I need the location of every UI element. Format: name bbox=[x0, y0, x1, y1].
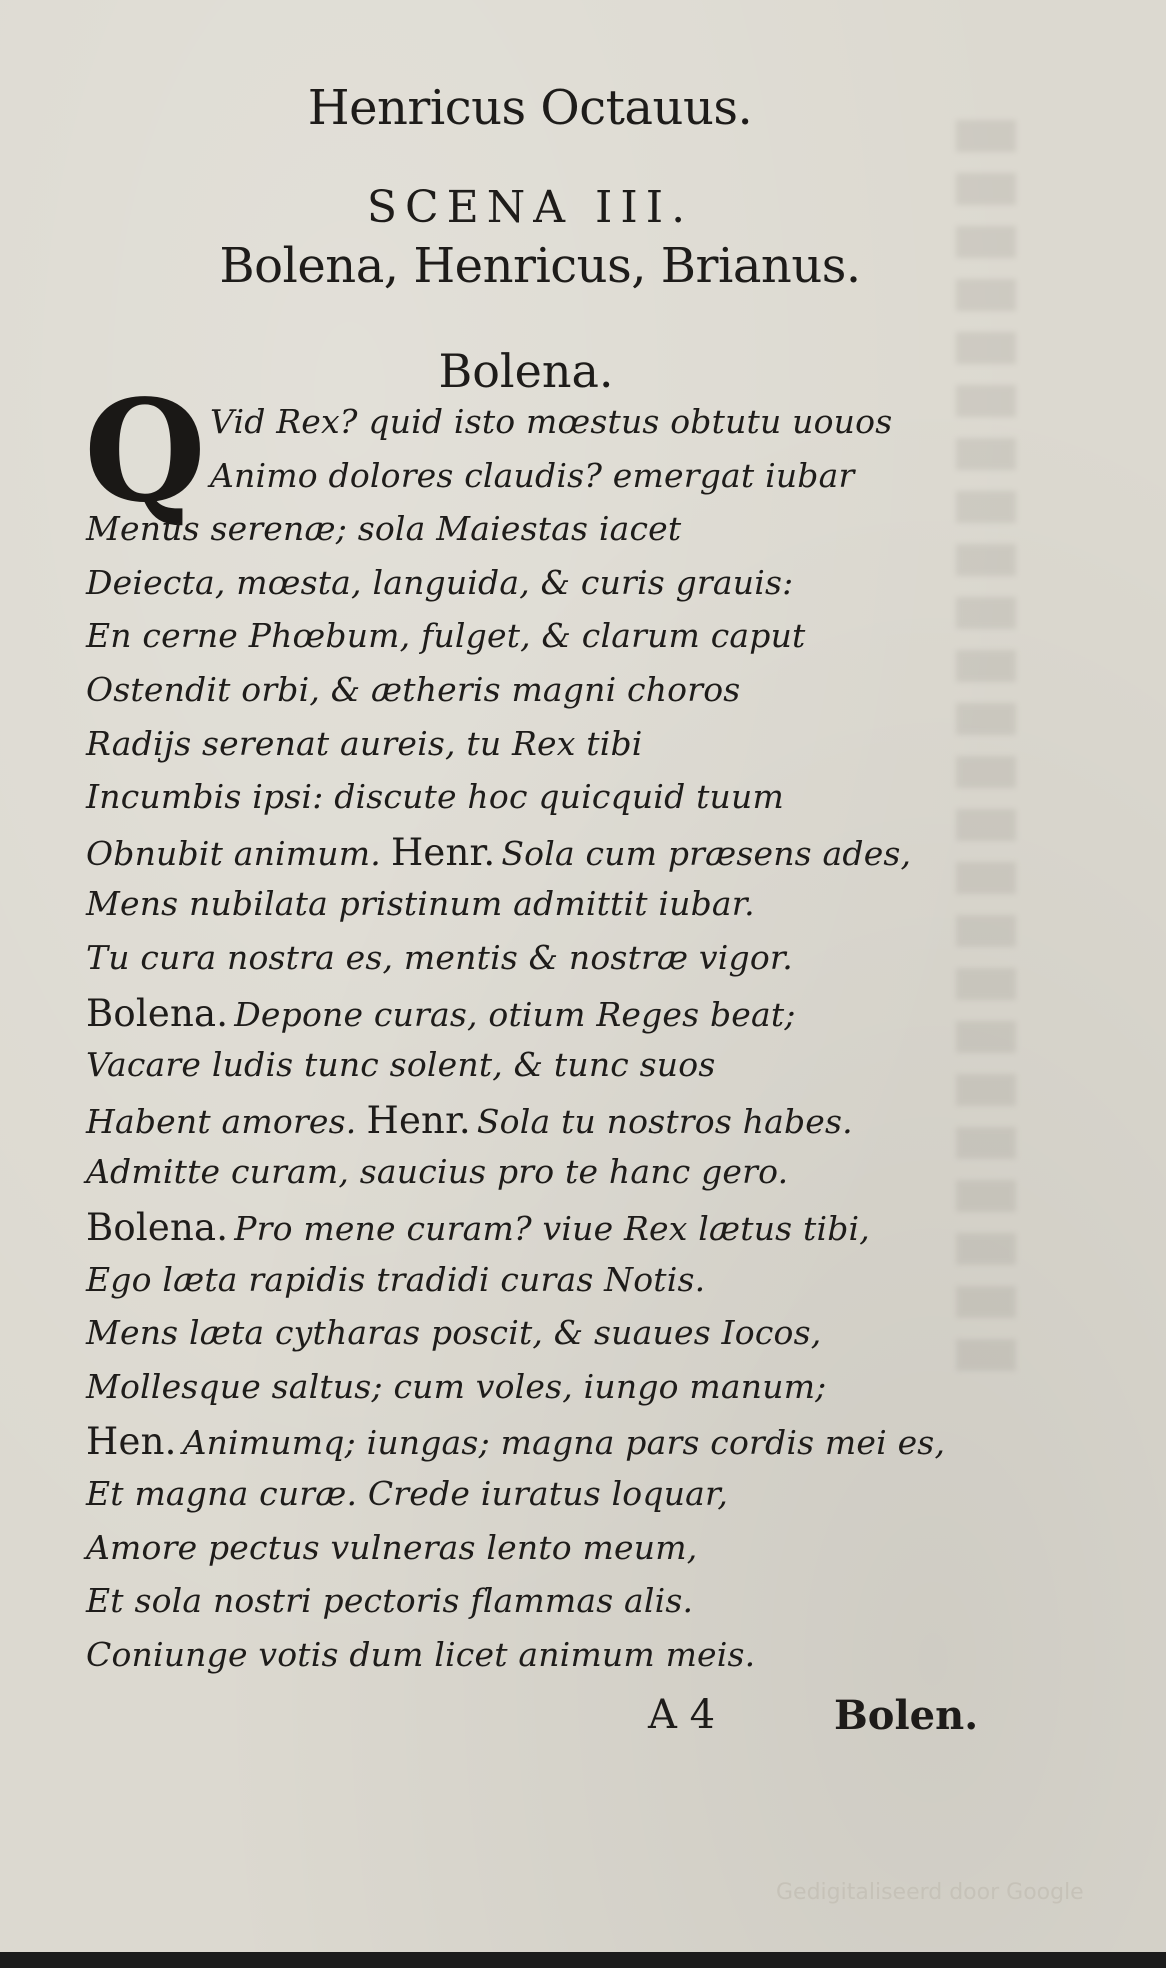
verse-line bbox=[86, 1581, 693, 1620]
verse-text: Pro mene curam? viue Rex lætus tibi, bbox=[234, 1209, 870, 1248]
verse-line bbox=[86, 724, 643, 763]
verse-text: Et sola nostri pectoris flammas alis. bbox=[86, 1581, 694, 1621]
verse-text: Mollesque saltus; cum voles, iungo manum; bbox=[86, 1366, 827, 1406]
verse-text: Coniunge votis dum licet animum meis. bbox=[86, 1634, 756, 1674]
verse-line bbox=[86, 509, 681, 548]
verse-line bbox=[86, 1045, 715, 1084]
verse-text: En cerne Phœbum, fulget, & clarum caput bbox=[86, 616, 806, 656]
verse-text: Sola tu nostros habes. bbox=[476, 1101, 853, 1141]
verse-line bbox=[86, 1099, 853, 1142]
verse-line bbox=[210, 456, 854, 495]
verse-text: Habent amores. bbox=[86, 1101, 357, 1141]
verse-line bbox=[86, 884, 755, 923]
verse-line bbox=[86, 1313, 821, 1352]
verse-line bbox=[86, 1420, 945, 1463]
verse-text: Obnubit animum. bbox=[86, 833, 381, 873]
verse-text: Ego læta rapidis tradidi curas Notis. bbox=[86, 1259, 706, 1299]
verse-text: Vid Rex? quid isto mœstus obtutu uouos bbox=[210, 402, 893, 441]
verse-line bbox=[210, 402, 892, 441]
verse-text: Animo dolores claudis? emergat iubar bbox=[210, 455, 855, 495]
verse-line bbox=[86, 831, 911, 874]
verse-line bbox=[86, 1206, 870, 1249]
verse-text: Ostendit orbi, & ætheris magni choros bbox=[86, 670, 741, 709]
speaker-name: Bolena. bbox=[86, 991, 229, 1035]
verse-line bbox=[86, 1528, 697, 1567]
speaker-name: Henr. bbox=[366, 1098, 471, 1142]
signature-mark: A 4 bbox=[648, 1692, 716, 1738]
verse-line bbox=[86, 777, 784, 816]
verse-line bbox=[86, 1474, 728, 1513]
verse-text: Sola cum præsens ades, bbox=[501, 833, 912, 873]
verse-line bbox=[86, 1260, 705, 1299]
verse-text: Incumbis ipsi: discute hoc quicquid tuum bbox=[86, 777, 784, 817]
bottom-bar bbox=[0, 1952, 1166, 1968]
verse-text: Admitte curam, saucius pro te hanc gero. bbox=[86, 1152, 789, 1192]
running-head: Henricus Octauus. bbox=[307, 80, 753, 136]
speaker-heading: Bolena. bbox=[438, 344, 614, 398]
verse-text: Depone curas, otium Reges beat; bbox=[234, 994, 796, 1034]
verse-line bbox=[86, 563, 793, 602]
verse-text: Et magna curæ. Crede iuratus loquar, bbox=[86, 1474, 729, 1513]
verse-text: Amore pectus vulneras lento meum, bbox=[86, 1527, 698, 1567]
verse-text: Mens nubilata pristinum admittit iubar. bbox=[86, 884, 755, 924]
verse-text: Menus serenæ; sola Maiestas iacet bbox=[86, 509, 682, 549]
verse-line bbox=[86, 1152, 788, 1191]
verse-line bbox=[86, 616, 806, 655]
speaker-name: Henr. bbox=[390, 830, 496, 874]
verse-line bbox=[86, 1367, 827, 1406]
verse-text: Vacare ludis tunc solent, & tunc suos bbox=[86, 1045, 716, 1085]
drop-cap: Q bbox=[84, 370, 206, 534]
verse-text: Mens læta cytharas poscit, & suaues Iocos, bbox=[86, 1313, 822, 1353]
speaker-name: Hen. bbox=[86, 1420, 177, 1464]
verse-line bbox=[86, 670, 740, 709]
verse-text: Tu cura nostra es, mentis & nostræ vigor. bbox=[86, 938, 793, 977]
catchword: Bolen. bbox=[834, 1692, 979, 1739]
verse-line bbox=[86, 1635, 755, 1674]
verse-line bbox=[86, 992, 796, 1035]
character-list: Bolena, Henricus, Brianus. bbox=[219, 238, 861, 294]
watermark: Gedigitaliseerd door Google bbox=[776, 1880, 1084, 1905]
verse-text: Animumq; iungas; magna pars cordis mei es, bbox=[182, 1423, 946, 1463]
verse-line bbox=[86, 938, 793, 977]
scene-title: SCENA III. bbox=[366, 182, 694, 233]
speaker-name: Bolena. bbox=[86, 1206, 229, 1249]
verse-text: Deiecta, mœsta, languida, & curis grauis: bbox=[86, 562, 794, 602]
verse-text: Radijs serenat aureis, tu Rex tibi bbox=[86, 723, 643, 763]
